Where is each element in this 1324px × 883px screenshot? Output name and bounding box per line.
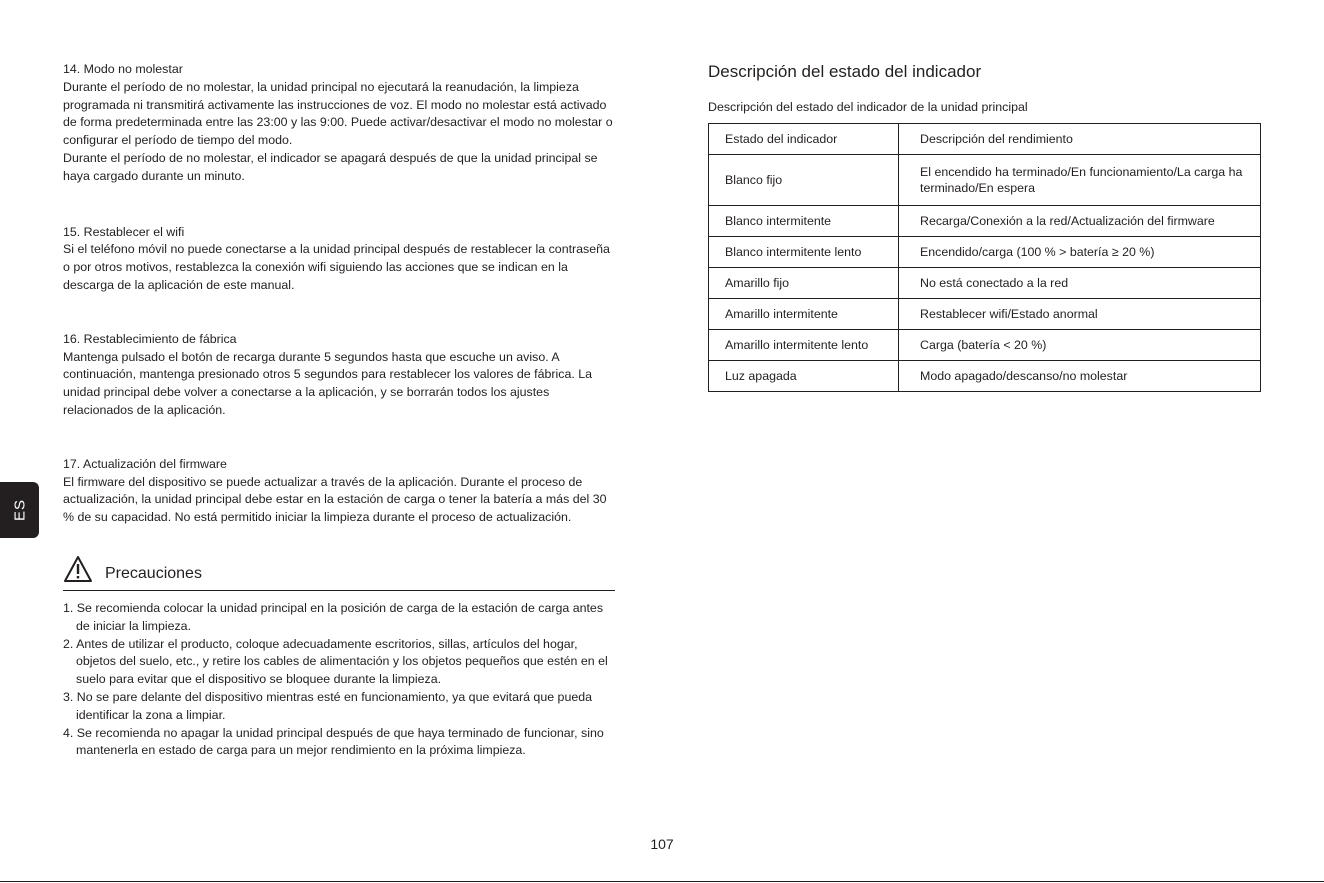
table-cell-description: Restablecer wifi/Estado anormal	[899, 299, 1261, 330]
precaution-item: 1. Se recomienda colocar la unidad principal en la posición de carga de la estación de carga antes de iniciar la limpieza.	[63, 601, 604, 633]
table-row	[709, 330, 1261, 361]
section-heading: 16. Restablecimiento de fábrica	[63, 331, 237, 346]
table-row	[709, 361, 1261, 392]
warning-triangle-icon	[63, 554, 93, 584]
table-cell-state: Amarillo intermitente	[709, 299, 899, 330]
table-cell-description: El encendido ha terminado/En funcionamiento/La carga ha terminado/En espera	[899, 155, 1261, 206]
table-header-cell: Estado del indicador	[709, 124, 899, 155]
table-cell-state: Blanco intermitente	[709, 206, 899, 237]
section-firmware-update	[63, 456, 615, 527]
section-factory-reset	[63, 331, 615, 420]
section-paragraph: Mantenga pulsado el botón de recarga durante 5 segundos hasta que escuche un aviso. A continuación, mantenga presionado otros 5 segundos para restablecer los valores de fábrica. La unidad principal debe volver a conectarse a la aplicación, y se borrarán todos los ajustes relacionados de la aplicación.	[63, 349, 592, 417]
language-tab-label: ES	[11, 498, 28, 522]
precautions-title: Precauciones	[105, 565, 202, 582]
precaution-item: 3. No se pare delante del dispositivo mientras esté en funcionamiento, ya que evitará que pueda identificar la zona a limpiar.	[63, 689, 593, 722]
section-heading: 17. Actualización del firmware	[63, 456, 227, 471]
table-row	[709, 237, 1261, 268]
precaution-item: 2. Antes de utilizar el producto, coloque adecuadamente escritorios, sillas, artículos del hogar, objetos del suelo, etc., y retire los cables de alimentación y los objetos pequeños que estén en el suelo para evitar que el dispositivo se bloquee durante la limpieza.	[63, 636, 608, 687]
section-paragraph: Durante el período de no molestar, el indicador se apagará después de que la unidad principal se haya cargado durante un minuto.	[63, 150, 598, 183]
indicator-table-caption: Descripción del estado del indicador de la unidad principal	[708, 100, 1028, 114]
table-cell-description: Recarga/Conexión a la red/Actualización del firmware	[899, 206, 1261, 237]
indicator-table	[708, 123, 1261, 392]
indicator-section-title: Descripción del estado del indicador	[708, 62, 982, 81]
precautions-header	[63, 554, 615, 591]
section-paragraph: El firmware del dispositivo se puede actualizar a través de la aplicación. Durante el proceso de actualización, la unidad principal debe estar en la estación de carga o tener la batería a más del 30 % de su capacidad. No está permitido iniciar la limpieza durante el proceso de actualización.	[63, 474, 607, 525]
page-number: 107	[650, 836, 674, 852]
table-cell-description: Modo apagado/descanso/no molestar	[899, 361, 1261, 392]
section-heading: 15. Restablecer el wifi	[63, 224, 185, 239]
section-do-not-disturb	[63, 61, 615, 186]
table-row	[709, 206, 1261, 237]
precaution-item: 4. Se recomienda no apagar la unidad principal después de que haya terminado de funcionar, sino mantenerla en estado de carga para un mejor rendimiento en la próxima limpieza.	[63, 725, 604, 758]
table-cell-state: Blanco intermitente lento	[709, 237, 899, 268]
section-heading: 14. Modo no molestar	[63, 62, 183, 76]
left-column	[63, 61, 615, 527]
table-cell-state: Blanco fijo	[709, 155, 899, 206]
right-column	[708, 60, 1260, 392]
table-row	[709, 268, 1261, 299]
table-row	[709, 155, 1261, 206]
table-cell-state: Amarillo fijo	[709, 268, 899, 299]
table-header-row	[709, 124, 1261, 155]
precautions-list	[63, 600, 615, 760]
language-tab	[0, 482, 39, 538]
bottom-divider	[0, 881, 1324, 882]
table-cell-description: Encendido/carga (100 % > batería ≥ 20 %)	[899, 237, 1261, 268]
section-paragraph: Durante el período de no molestar, la unidad principal no ejecutará la reanudación, la limpieza programada ni transmitirá activamente las instrucciones de voz. El modo no molestar está activado de forma predeterminada entre las 23:00 y las 9:00. Puede activar/desactivar el modo no molestar o configurar el período de tiempo del modo.	[63, 79, 613, 148]
table-cell-state: Luz apagada	[709, 361, 899, 392]
table-cell-description: No está conectado a la red	[899, 268, 1261, 299]
table-cell-state: Amarillo intermitente lento	[709, 330, 899, 361]
section-paragraph: Si el teléfono móvil no puede conectarse a la unidad principal después de restablecer la contraseña o por otros motivos, restablezca la conexión wifi siguiendo las acciones que se indican en la descarga de la aplicación de este manual.	[63, 242, 610, 292]
table-cell-description: Carga (batería < 20 %)	[899, 330, 1261, 361]
table-row	[709, 299, 1261, 330]
table-header-cell: Descripción del rendimiento	[899, 124, 1261, 155]
section-reset-wifi	[63, 224, 615, 295]
